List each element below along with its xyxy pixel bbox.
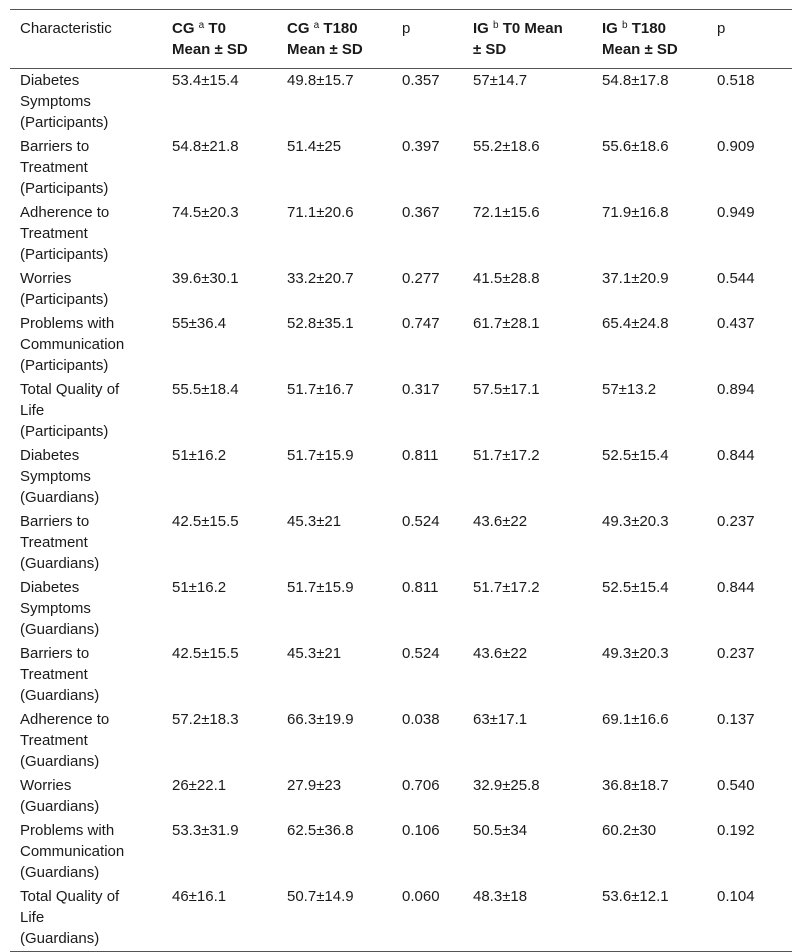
cell-cg-t180: 45.3±21 <box>287 513 342 530</box>
results-table <box>10 9 792 952</box>
characteristic-line: (Participants) <box>20 291 109 308</box>
cell-characteristic <box>10 444 162 510</box>
cell-cg-t180: 52.8±35.1 <box>287 315 354 332</box>
cell-characteristic <box>10 576 162 642</box>
characteristic-line: Diabetes <box>20 447 80 464</box>
cell-p-ig: 0.137 <box>717 711 755 728</box>
table-row <box>10 267 792 312</box>
header-ig-t180: IG $^b$ T180 Mean ± SD <box>602 20 678 58</box>
cell-p-cg: 0.706 <box>402 777 440 794</box>
characteristic-line: (Guardians) <box>20 930 100 947</box>
cell-ig-t0: 55.2±18.6 <box>473 138 540 155</box>
cell-cg-t0: 51±16.2 <box>172 579 227 596</box>
cell-p-ig: 0.844 <box>717 447 755 464</box>
cell-cg-t180: 45.3±21 <box>287 645 342 662</box>
cell-ig-t0: 43.6±22 <box>473 513 528 530</box>
cell-cg-t0: 57.2±18.3 <box>172 711 239 728</box>
cell-cg-t0: 53.3±31.9 <box>172 822 239 839</box>
cell-p-ig: 0.909 <box>717 138 755 155</box>
characteristic-line: (Guardians) <box>20 489 100 506</box>
characteristic-line: (Guardians) <box>20 621 100 638</box>
cell-cg-t180: 66.3±19.9 <box>287 711 354 728</box>
characteristic-line: Communication <box>20 336 125 353</box>
cell-cg-t180: 51.7±16.7 <box>287 381 354 398</box>
characteristic-line: Problems with <box>20 822 115 839</box>
cell-cg-t180: 51.7±15.9 <box>287 579 354 596</box>
cell-ig-t180: 57±13.2 <box>602 381 657 398</box>
characteristic-line: Problems with <box>20 315 115 332</box>
cell-ig-t180: 65.4±24.8 <box>602 315 669 332</box>
characteristic-line: Adherence to <box>20 204 110 221</box>
characteristic-line: (Guardians) <box>20 753 100 770</box>
cell-characteristic <box>10 642 162 708</box>
characteristic-line: Barriers to <box>20 645 90 662</box>
cell-cg-t0: 26±22.1 <box>172 777 227 794</box>
characteristic-line: Diabetes <box>20 579 80 596</box>
table-header <box>10 10 792 69</box>
cell-ig-t0: 50.5±34 <box>473 822 528 839</box>
characteristic-line: Worries <box>20 777 72 794</box>
cell-cg-t0: 42.5±15.5 <box>172 645 239 662</box>
header-ig-t0: IG $^b$ T0 Mean ± SD <box>473 20 563 58</box>
cell-p-ig: 0.237 <box>717 645 755 662</box>
characteristic-line: Barriers to <box>20 513 90 530</box>
table-row <box>10 819 792 885</box>
characteristic-line: Diabetes <box>20 72 80 89</box>
cell-ig-t180: 54.8±17.8 <box>602 72 669 89</box>
characteristic-line: (Participants) <box>20 246 109 263</box>
characteristic-line: (Guardians) <box>20 555 100 572</box>
characteristic-line: Life <box>20 402 45 419</box>
cell-characteristic <box>10 774 162 819</box>
cell-cg-t0: 55.5±18.4 <box>172 381 239 398</box>
table-row <box>10 135 792 201</box>
cell-ig-t0: 61.7±28.1 <box>473 315 540 332</box>
header-cg-t180: CG $^a$ T180 Mean ± SD <box>287 20 363 58</box>
cell-ig-t180: 69.1±16.6 <box>602 711 669 728</box>
cell-ig-t180: 49.3±20.3 <box>602 645 669 662</box>
cell-ig-t180: 52.5±15.4 <box>602 447 669 464</box>
cell-p-ig: 0.540 <box>717 777 755 794</box>
cell-characteristic <box>10 819 162 885</box>
characteristic-line: (Guardians) <box>20 687 100 704</box>
cell-ig-t180: 71.9±16.8 <box>602 204 669 221</box>
characteristic-line: Symptoms <box>20 468 91 485</box>
characteristic-line: (Participants) <box>20 357 109 374</box>
cell-p-cg: 0.524 <box>402 645 440 662</box>
cell-cg-t0: 39.6±30.1 <box>172 270 239 287</box>
cell-ig-t180: 53.6±12.1 <box>602 888 669 905</box>
header-cg-t0: CG $^a$ T0 Mean ± SD <box>172 20 248 58</box>
cell-p-ig: 0.104 <box>717 888 755 905</box>
cell-p-cg: 0.106 <box>402 822 440 839</box>
table-row <box>10 510 792 576</box>
table-row <box>10 312 792 378</box>
cell-cg-t0: 54.8±21.8 <box>172 138 239 155</box>
cell-characteristic <box>10 708 162 774</box>
cell-ig-t180: 49.3±20.3 <box>602 513 669 530</box>
characteristic-line: Treatment <box>20 534 88 551</box>
cell-ig-t180: 36.8±18.7 <box>602 777 669 794</box>
cell-p-ig: 0.237 <box>717 513 755 530</box>
cell-cg-t0: 46±16.1 <box>172 888 227 905</box>
cell-ig-t0: 48.3±18 <box>473 888 528 905</box>
characteristic-line: (Participants) <box>20 114 109 131</box>
cell-p-cg: 0.060 <box>402 888 440 905</box>
cell-p-ig: 0.894 <box>717 381 755 398</box>
characteristic-line: Treatment <box>20 159 88 176</box>
cell-cg-t0: 42.5±15.5 <box>172 513 239 530</box>
cell-ig-t180: 60.2±30 <box>602 822 657 839</box>
table-row <box>10 576 792 642</box>
cell-p-cg: 0.277 <box>402 270 440 287</box>
cell-ig-t0: 57±14.7 <box>473 72 528 89</box>
cell-p-cg: 0.811 <box>402 579 439 596</box>
cell-characteristic <box>10 201 162 267</box>
cell-characteristic <box>10 510 162 576</box>
cell-cg-t180: 51.7±15.9 <box>287 447 354 464</box>
cell-ig-t0: 72.1±15.6 <box>473 204 540 221</box>
characteristic-line: Total Quality of <box>20 888 120 905</box>
cell-cg-t180: 51.4±25 <box>287 138 342 155</box>
characteristic-line: (Participants) <box>20 423 109 440</box>
cell-ig-t0: 32.9±25.8 <box>473 777 540 794</box>
characteristic-line: Communication <box>20 843 125 860</box>
header-p-cg: p <box>402 20 411 37</box>
cell-characteristic <box>10 885 162 952</box>
cell-p-ig: 0.437 <box>717 315 755 332</box>
cell-p-cg: 0.524 <box>402 513 440 530</box>
table-body <box>10 69 792 952</box>
cell-cg-t180: 50.7±14.9 <box>287 888 354 905</box>
characteristic-line: (Guardians) <box>20 798 100 815</box>
cell-characteristic <box>10 267 162 312</box>
cell-p-cg: 0.367 <box>402 204 440 221</box>
characteristic-line: Barriers to <box>20 138 90 155</box>
characteristic-line: Treatment <box>20 666 88 683</box>
cell-cg-t180: 33.2±20.7 <box>287 270 354 287</box>
cell-p-ig: 0.518 <box>717 72 755 89</box>
cell-cg-t0: 51±16.2 <box>172 447 227 464</box>
cell-cg-t180: 71.1±20.6 <box>287 204 354 221</box>
characteristic-line: Symptoms <box>20 93 91 110</box>
table-row <box>10 885 792 952</box>
header-p-ig: p <box>717 20 726 37</box>
characteristic-line: (Participants) <box>20 180 109 197</box>
results-table-container <box>10 9 792 952</box>
characteristic-line: Symptoms <box>20 600 91 617</box>
cell-p-cg: 0.038 <box>402 711 440 728</box>
cell-p-ig: 0.192 <box>717 822 755 839</box>
cell-cg-t180: 27.9±23 <box>287 777 342 794</box>
cell-ig-t0: 43.6±22 <box>473 645 528 662</box>
characteristic-line: Total Quality of <box>20 381 120 398</box>
cell-ig-t180: 55.6±18.6 <box>602 138 669 155</box>
cell-characteristic <box>10 135 162 201</box>
characteristic-line: Treatment <box>20 225 88 242</box>
cell-cg-t0: 53.4±15.4 <box>172 72 239 89</box>
characteristic-line: (Guardians) <box>20 864 100 881</box>
cell-ig-t0: 41.5±28.8 <box>473 270 540 287</box>
cell-cg-t0: 55±36.4 <box>172 315 227 332</box>
header-characteristic: Characteristic <box>20 20 112 37</box>
cell-ig-t0: 51.7±17.2 <box>473 447 540 464</box>
cell-p-ig: 0.544 <box>717 270 755 287</box>
cell-p-ig: 0.949 <box>717 204 755 221</box>
cell-characteristic <box>10 378 162 444</box>
characteristic-line: Adherence to <box>20 711 110 728</box>
table-row <box>10 708 792 774</box>
cell-characteristic <box>10 69 162 136</box>
table-row <box>10 642 792 708</box>
characteristic-line: Treatment <box>20 732 88 749</box>
cell-p-cg: 0.397 <box>402 138 440 155</box>
cell-ig-t0: 63±17.1 <box>473 711 528 728</box>
cell-ig-t0: 51.7±17.2 <box>473 579 540 596</box>
table-row <box>10 69 792 136</box>
cell-characteristic <box>10 312 162 378</box>
header-row <box>10 10 792 69</box>
table-row <box>10 201 792 267</box>
table-row <box>10 378 792 444</box>
cell-cg-t180: 49.8±15.7 <box>287 72 354 89</box>
cell-ig-t180: 37.1±20.9 <box>602 270 669 287</box>
cell-p-cg: 0.811 <box>402 447 439 464</box>
table-row <box>10 444 792 510</box>
cell-p-cg: 0.747 <box>402 315 440 332</box>
cell-p-cg: 0.317 <box>402 381 440 398</box>
table-row <box>10 774 792 819</box>
characteristic-line: Worries <box>20 270 72 287</box>
cell-cg-t0: 74.5±20.3 <box>172 204 239 221</box>
cell-ig-t0: 57.5±17.1 <box>473 381 540 398</box>
cell-cg-t180: 62.5±36.8 <box>287 822 354 839</box>
cell-p-ig: 0.844 <box>717 579 755 596</box>
cell-p-cg: 0.357 <box>402 72 440 89</box>
cell-ig-t180: 52.5±15.4 <box>602 579 669 596</box>
characteristic-line: Life <box>20 909 45 926</box>
